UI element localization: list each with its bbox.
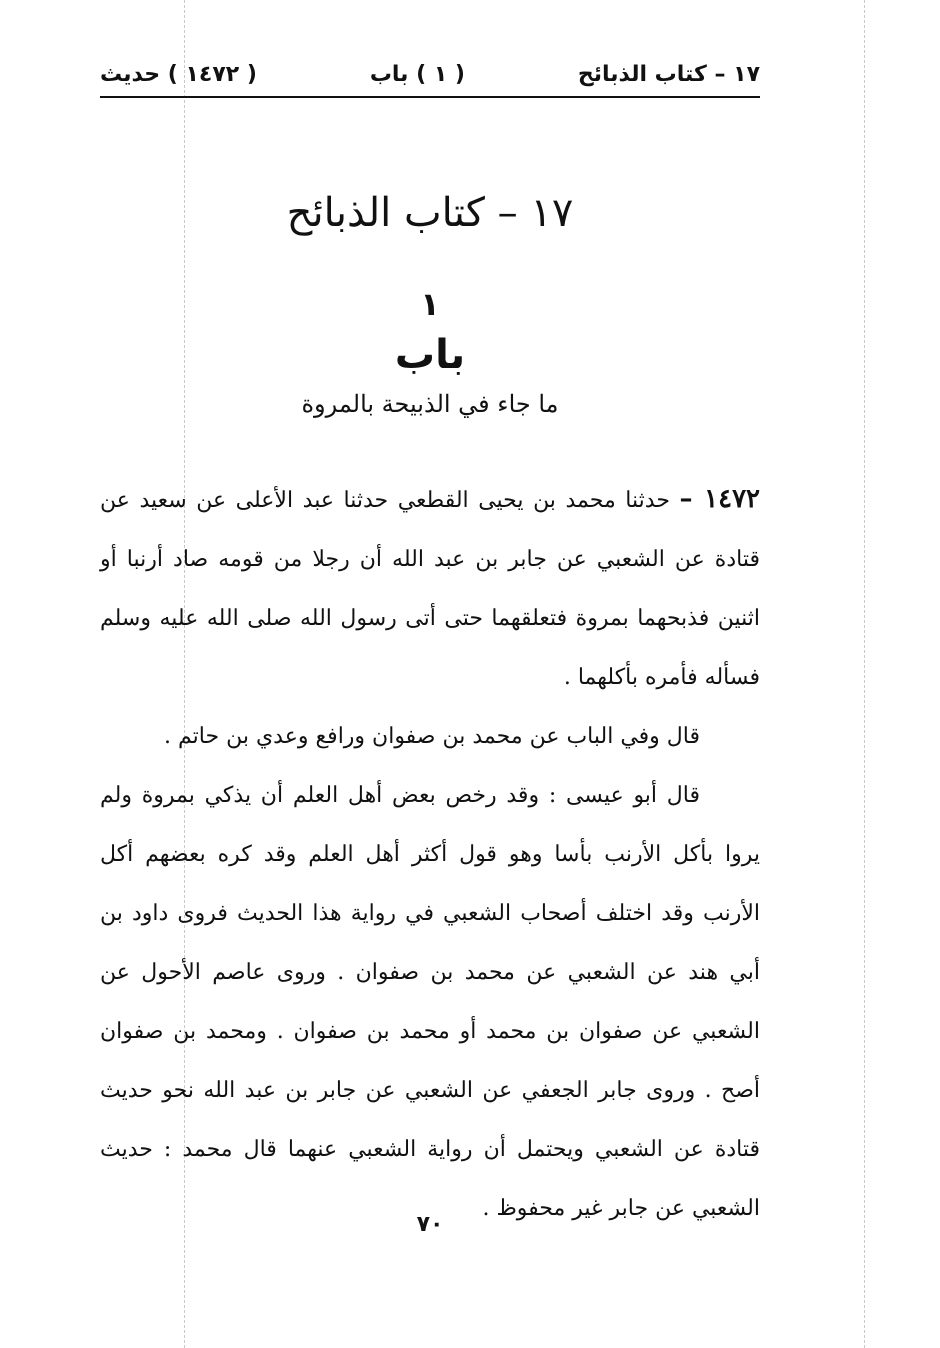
hadith-paragraph [100, 470, 760, 707]
chapter-note-paragraph: قال وفي الباب عن محمد بن صفوان ورافع وعدي بن حاتم . [164, 724, 700, 749]
running-head [100, 54, 760, 94]
hadith-text: حدثنا محمد بن يحيى القطعي حدثنا عبد الأعلى عن سعيد عن قتادة عن الشعبي عن جابر بن عبد الله أن رجلا من قومه صاد أرنبا أو اثنين فذبحهما بمروة فتعلقهما حتى أتى رسول الله صلى الله عليه وسلم فسأله فأمره بأكلهما . [100, 488, 760, 690]
running-head-hadith-number: ( ١٤٧٢ ) حديث [100, 61, 257, 87]
book-page [100, 40, 760, 1290]
running-head-book-title: ١٧ – كتاب الذبائح [577, 61, 760, 87]
commentary-paragraph: قال أبو عيسى : وقد رخص بعض أهل العلم أن يذكي بمروة ولم يروا بأكل الأرنب بأسا وهو قول أكثر أهل العلم وقد كره بعضهم أكل الأرنب وقد اختلف أصحاب الشعبي في رواية هذا الحديث فروى داود بن أبي هند عن الشعبي عن محمد بن صفوان . وروى عاصم الأحول عن الشعبي عن صفوان بن محمد أو محمد بن صفوان . ومحمد بن صفوان أصح . وروى جابر الجعفي عن الشعبي عن جابر بن عبد الله نحو حديث قتادة عن الشعبي ويحتمل أن رواية الشعبي عنهما قال محمد : حديث الشعبي عن جابر غير محفوظ . [100, 783, 760, 1221]
header-rule [100, 96, 760, 98]
chapter-number: ١ [420, 285, 440, 323]
page-number: ٧٠ [416, 1212, 444, 1237]
chapter-title: ما جاء في الذبيحة بالمروة [301, 390, 559, 418]
scan-guide-line-right [864, 0, 865, 1348]
book-title: ١٧ – كتاب الذبائح [286, 190, 574, 236]
body-text [100, 470, 760, 1238]
hadith-number: ١٤٧٢ – [679, 484, 760, 514]
running-head-chapter: ( ١ ) باب [369, 61, 465, 87]
chapter-heading: باب [394, 332, 466, 378]
